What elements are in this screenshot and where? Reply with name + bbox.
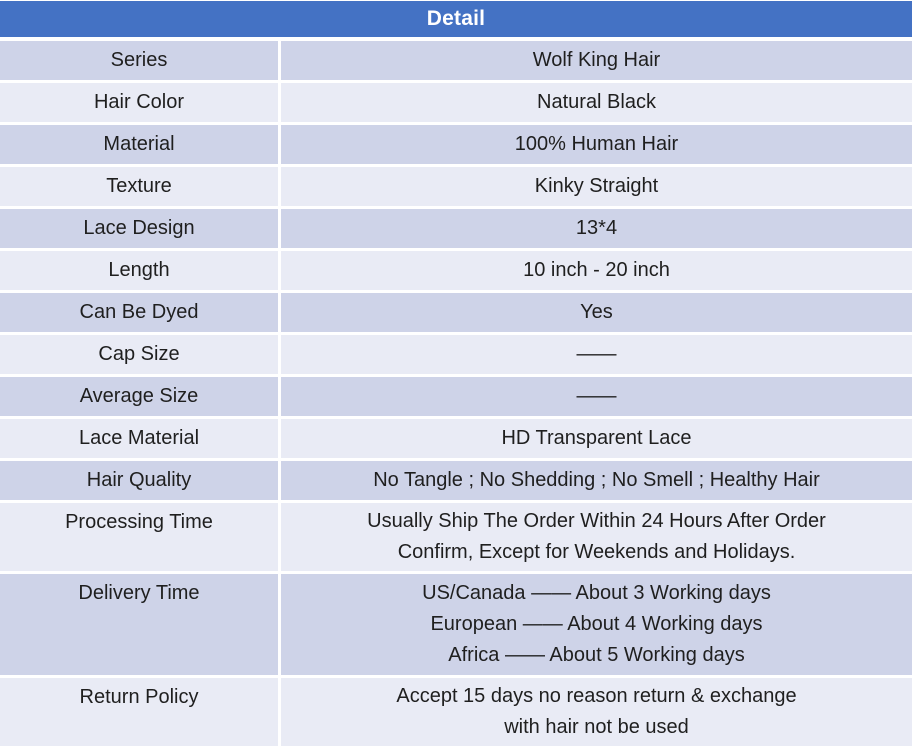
spec-rows (0, 41, 912, 746)
spec-value (281, 678, 912, 746)
spec-label: Delivery Time (0, 574, 278, 675)
spec-label: Hair Color (0, 83, 278, 122)
spec-label: Lace Design (0, 209, 278, 248)
spec-row (0, 574, 912, 675)
spec-label: Lace Material (0, 419, 278, 458)
spec-value (281, 167, 912, 206)
spec-row (0, 167, 912, 206)
spec-row (0, 678, 912, 746)
spec-value-line: —— (576, 343, 617, 365)
spec-row (0, 251, 912, 290)
spec-value-line: Wolf King Hair (532, 49, 661, 71)
spec-row (0, 41, 912, 80)
spec-label: Length (0, 251, 278, 290)
spec-value (281, 503, 912, 571)
spec-value-line: Accept 15 days no reason return & exchange (396, 685, 797, 707)
table-header (0, 1, 912, 37)
spec-row (0, 377, 912, 416)
spec-value-line: 100% Human Hair (514, 133, 679, 155)
product-detail-table (0, 1, 912, 746)
spec-row (0, 335, 912, 374)
spec-value-line: Natural Black (537, 91, 656, 113)
spec-value-line: Confirm, Except for Weekends and Holidays. (397, 541, 796, 563)
spec-value-line: Kinky Straight (534, 175, 659, 197)
spec-row (0, 503, 912, 571)
spec-label: Texture (0, 167, 278, 206)
spec-value (281, 251, 912, 290)
spec-row (0, 125, 912, 164)
spec-label: Return Policy (0, 678, 278, 746)
spec-value-line: European —— About 4 Working days (430, 613, 763, 635)
spec-row (0, 209, 912, 248)
spec-row (0, 83, 912, 122)
spec-label: Material (0, 125, 278, 164)
spec-value (281, 209, 912, 248)
spec-value (281, 419, 912, 458)
spec-label: Can Be Dyed (0, 293, 278, 332)
spec-value-line: HD Transparent Lace (501, 427, 692, 449)
spec-value (281, 125, 912, 164)
spec-row (0, 419, 912, 458)
spec-value-line: 10 inch - 20 inch (523, 259, 670, 281)
spec-value-line: No Tangle ; No Shedding ; No Smell ; Healthy Hair (373, 469, 820, 491)
spec-value (281, 335, 912, 374)
spec-row (0, 461, 912, 500)
spec-value-line: Africa —— About 5 Working days (448, 644, 745, 666)
spec-value-line: with hair not be used (504, 716, 689, 738)
spec-value (281, 574, 912, 675)
spec-label: Average Size (0, 377, 278, 416)
spec-value-line: —— (576, 385, 617, 407)
spec-label: Hair Quality (0, 461, 278, 500)
spec-value-line: Usually Ship The Order Within 24 Hours After Order (367, 510, 826, 532)
spec-value (281, 83, 912, 122)
spec-value (281, 377, 912, 416)
table-title: Detail (426, 7, 486, 30)
spec-label: Cap Size (0, 335, 278, 374)
spec-label: Processing Time (0, 503, 278, 571)
spec-value-line: Yes (580, 301, 613, 323)
spec-value-line: 13*4 (575, 217, 618, 239)
spec-value (281, 461, 912, 500)
spec-value (281, 41, 912, 80)
spec-label: Series (0, 41, 278, 80)
spec-value-line: US/Canada —— About 3 Working days (422, 582, 771, 604)
spec-row (0, 293, 912, 332)
spec-value (281, 293, 912, 332)
